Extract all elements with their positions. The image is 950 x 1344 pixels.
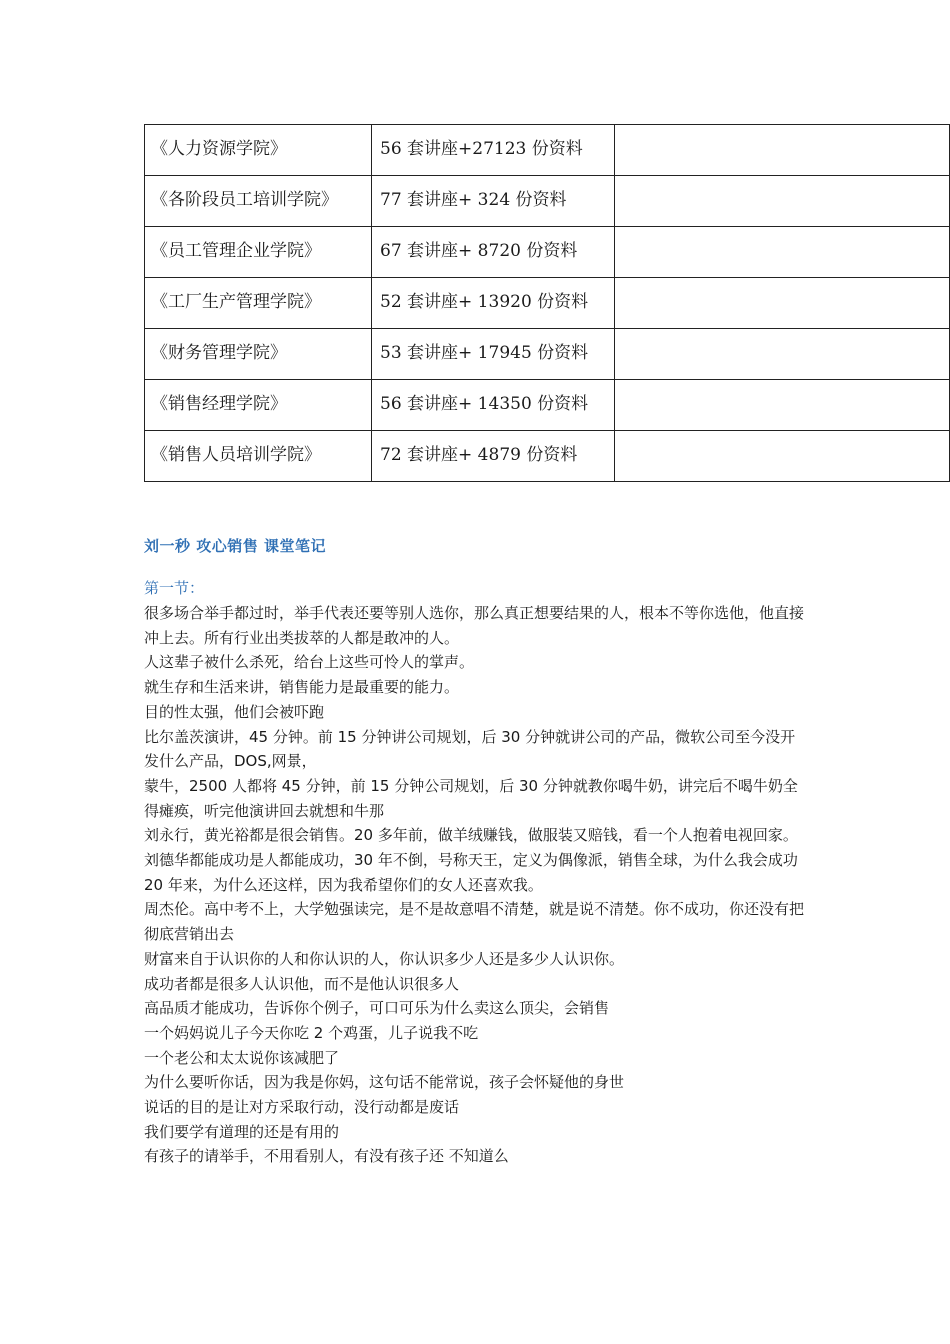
paragraph: 说话的目的是让对方采取行动，没行动都是废话 — [144, 1098, 460, 1117]
paragraph: 财富来自于认识你的人和你认识的人，你认识多少人还是多少人认识你。 — [144, 949, 625, 968]
table-row — [145, 380, 950, 431]
course-extra — [615, 125, 950, 176]
paragraph: 人这辈子被什么杀死，给台上这些可怜人的掌声。 — [144, 653, 475, 672]
course-extra — [615, 380, 950, 431]
course-content: 67 套讲座+ 8720 份资料 — [372, 227, 615, 278]
paragraph: 一个妈妈说儿子今天你吃 2 个鸡蛋，儿子说我不吃 — [144, 1023, 479, 1042]
paragraph: 周杰伦。高中考不上，大学勉强读完，是不是故意唱不清楚，就是说不清楚。你不成功，你还没有把彻底营销出去 — [144, 900, 805, 944]
course-extra — [615, 431, 950, 482]
table-row — [145, 329, 950, 380]
notes-heading: 刘一秒 攻心销售 课堂笔记 — [144, 537, 326, 555]
course-content: 72 套讲座+ 4879 份资料 — [372, 431, 615, 482]
table-row — [145, 278, 950, 329]
course-extra — [615, 278, 950, 329]
paragraph: 有孩子的请举手，不用看别人，有没有孩子还 不知道么 — [144, 1147, 509, 1166]
course-content: 52 套讲座+ 13920 份资料 — [372, 278, 615, 329]
paragraph: 目的性太强，他们会被吓跑 — [144, 702, 325, 721]
course-name: 《销售经理学院》 — [145, 380, 372, 431]
course-table — [144, 124, 950, 482]
paragraph: 刘永行，黄光裕都是很会销售。20 多年前，做羊绒赚钱，做服装又赔钱，看一个人抱着电视回家。 — [144, 826, 798, 845]
course-content: 56 套讲座+27123 份资料 — [372, 125, 615, 176]
section-title: 第一节： — [144, 579, 205, 597]
paragraph: 比尔盖茨演讲，45 分钟。前 15 分钟讲公司规划，后 30 分钟就讲公司的产品，微软公司至今没开发什么产品，DOS,网景， — [144, 727, 796, 771]
course-extra — [615, 176, 950, 227]
paragraph: 我们要学有道理的还是有用的 — [144, 1122, 340, 1141]
course-name: 《财务管理学院》 — [145, 329, 372, 380]
course-name: 《人力资源学院》 — [145, 125, 372, 176]
course-content: 53 套讲座+ 17945 份资料 — [372, 329, 615, 380]
paragraph: 刘德华都能成功是人都能成功，30 年不倒，号称天王，定义为偶像派，销售全球，为什么我会成功 20 年来，为什么还这样，因为我希望你们的女人还喜欢我。 — [144, 851, 798, 894]
course-extra — [615, 329, 950, 380]
course-name: 《各阶段员工培训学院》 — [145, 176, 372, 227]
course-name: 《工厂生产管理学院》 — [145, 278, 372, 329]
course-content: 77 套讲座+ 324 份资料 — [372, 176, 615, 227]
course-content: 56 套讲座+ 14350 份资料 — [372, 380, 615, 431]
paragraph: 蒙牛，2500 人都将 45 分钟，前 15 分钟公司规划，后 30 分钟就教你喝牛奶，讲完后不喝牛奶全得瘫痪，听完他演讲回去就想和牛那 — [144, 776, 798, 820]
course-extra — [615, 227, 950, 278]
table-row — [145, 431, 950, 482]
paragraph: 一个老公和太太说你该减肥了 — [144, 1048, 340, 1067]
paragraph: 为什么要听你话，因为我是你妈，这句话不能常说，孩子会怀疑他的身世 — [144, 1073, 625, 1092]
notes-body — [144, 601, 809, 1169]
table-row — [145, 176, 950, 227]
table-row — [145, 125, 950, 176]
course-name: 《员工管理企业学院》 — [145, 227, 372, 278]
paragraph: 很多场合举手都过时，举手代表还要等别人选你，那么真正想要结果的人，根本不等你选他，他直接冲上去。所有行业出类拔萃的人都是敢冲的人。 — [144, 604, 805, 647]
course-name: 《销售人员培训学院》 — [145, 431, 372, 482]
paragraph: 成功者都是很多人认识他，而不是他认识很多人 — [144, 974, 460, 993]
paragraph: 就生存和生活来讲，销售能力是最重要的能力。 — [144, 678, 460, 697]
paragraph: 高品质才能成功，告诉你个例子，可口可乐为什么卖这么顶尖，会销售 — [144, 999, 610, 1018]
table-row — [145, 227, 950, 278]
